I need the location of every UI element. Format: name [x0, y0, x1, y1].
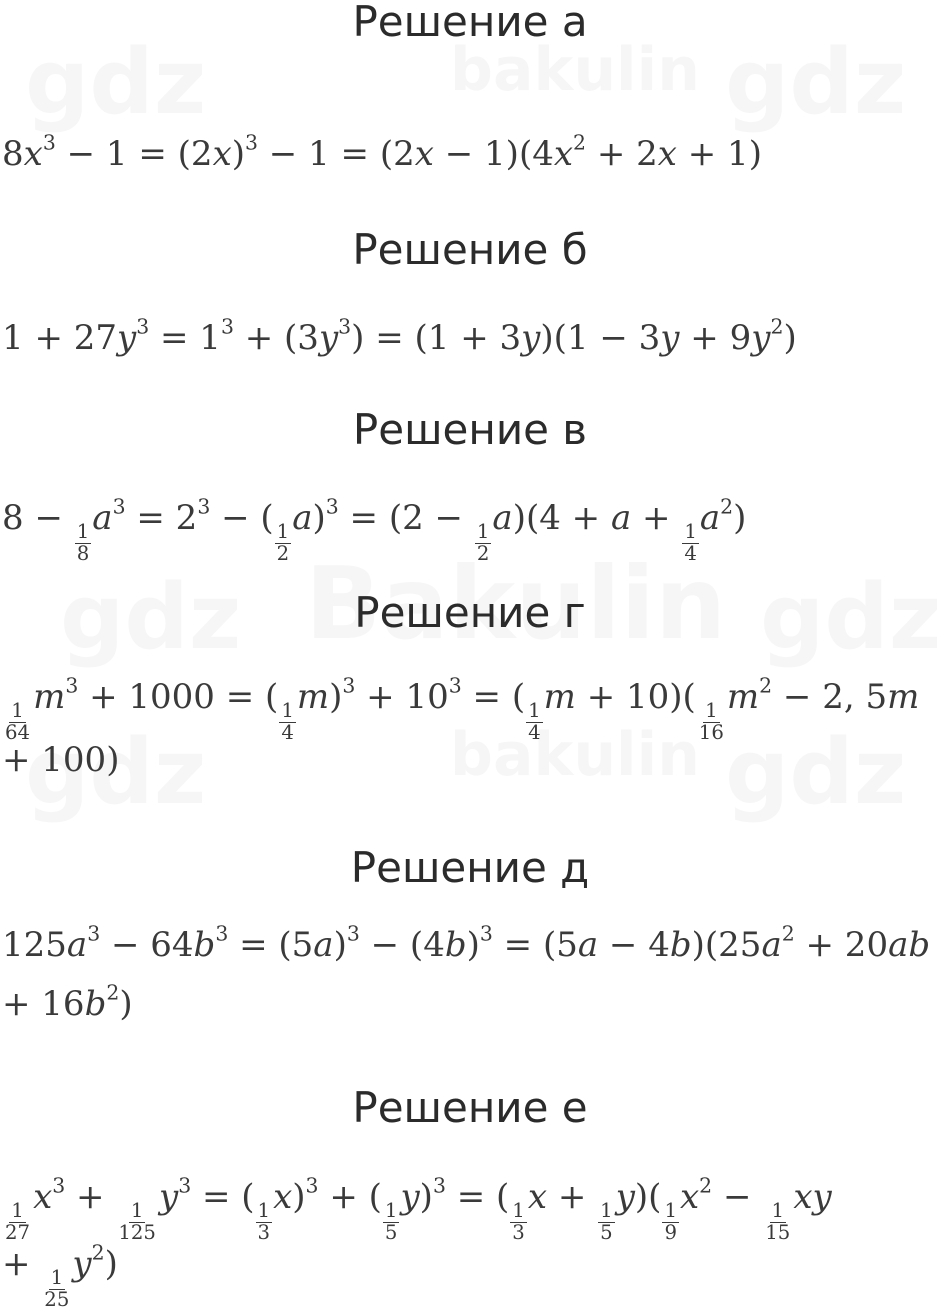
math-variable: m: [33, 677, 66, 717]
math-exponent: 2: [770, 314, 784, 339]
solution-heading-v: Решение в: [352, 405, 588, 454]
math-variable: xy: [793, 1177, 832, 1217]
math-exponent: 3: [215, 921, 229, 946]
solution-heading-a: Решение а: [352, 0, 588, 46]
math-variable: y: [521, 318, 541, 358]
math-variable: y: [615, 1177, 635, 1217]
math-exponent: 2: [91, 1240, 105, 1265]
equation-g-line-1: $\frac{1}{64}$ $m^3 + 1000$ = ( $\frac{1}{4}$ $m)^3 + 10^3$ = ( $\frac{1}{4}$ m + 10)( $\frac{1}{16}$ $m^2 - 2$, 5m: [5, 673, 920, 744]
math-variable: m: [887, 677, 920, 717]
math-variable: a: [92, 498, 113, 538]
math-variable: m: [296, 677, 330, 717]
math-fraction: $\frac{1}{4}$: [684, 519, 697, 565]
math-exponent: 3: [448, 673, 462, 698]
math-fraction: $\frac{1}{16}$: [698, 698, 724, 744]
math-variable: a: [610, 498, 632, 538]
math-fraction: $\frac{1}{9}$: [664, 1198, 677, 1244]
math-variable: a: [66, 925, 88, 965]
math-variable: a: [761, 925, 782, 965]
math-variable: x: [273, 1177, 293, 1217]
math-exponent: 3: [305, 1173, 319, 1198]
math-exponent: 2: [699, 1173, 713, 1198]
math-variable: x: [527, 1177, 548, 1217]
math-variable: x: [33, 1177, 53, 1217]
math-variable: a: [292, 498, 313, 538]
math-fraction: $\frac{1}{15}$: [765, 1198, 791, 1244]
math-fraction: $\frac{1}{25}$: [44, 1265, 70, 1311]
math-fraction: $\frac{1}{5}$: [600, 1198, 613, 1244]
math-fraction: $\frac{1}{4}$: [528, 698, 541, 744]
math-variable: b: [193, 925, 216, 965]
math-variable: y: [158, 1177, 179, 1217]
math-variable: y: [72, 1244, 92, 1284]
solution-heading-g: Решение г: [354, 588, 586, 637]
math-variable: y: [318, 318, 339, 358]
math-exponent: 3: [338, 314, 352, 339]
math-variable: b: [669, 925, 692, 965]
math-exponent: 3: [325, 494, 339, 519]
math-variable: x: [553, 134, 574, 174]
equation-e-line-1: $\frac{1}{27}$ $x^3$ + $\frac{1}{125}$ $y^3$ = ( $\frac{1}{3}$ x)$^3$ + ( $\frac{1}{5}$ y)$^3$ = ( $\frac{1}{3}$ x + $\frac{1}{5}$ y)( $\frac{1}{9}$ $x^2$ − $\frac{1}{15}$ xy: [5, 1173, 832, 1244]
math-variable: x: [414, 134, 434, 174]
math-exponent: 2: [573, 130, 587, 155]
math-variable: m: [726, 677, 760, 717]
math-fraction: $\frac{1}{2}$: [276, 519, 290, 565]
math-exponent: 2: [720, 494, 734, 519]
math-fraction: $\frac{1}{8}$: [76, 519, 90, 565]
math-exponent: 3: [197, 494, 211, 519]
math-fraction: $\frac{1}{5}$: [384, 1198, 398, 1244]
math-exponent: 3: [112, 494, 126, 519]
math-variable: a: [492, 498, 513, 538]
equation-e-line-2: + $\frac{1}{25}$ $y^2$): [2, 1240, 118, 1311]
math-exponent: 2: [759, 673, 773, 698]
math-exponent: 3: [65, 673, 79, 698]
math-exponent: 2: [781, 921, 795, 946]
math-variable: x: [657, 134, 677, 174]
math-variable: a: [577, 925, 599, 965]
math-variable: y: [660, 318, 680, 358]
math-variable: x: [23, 134, 43, 174]
math-exponent: 3: [346, 921, 360, 946]
math-variable: b: [444, 925, 467, 965]
math-exponent: 3: [87, 921, 101, 946]
math-variable: y: [751, 318, 771, 358]
math-exponent: 3: [52, 1173, 66, 1198]
math-fraction: $\frac{1}{27}$: [5, 1198, 31, 1244]
equation-v-line-1: 8 − $\frac{1}{8}$ $a^3 = 2^3$ − ( $\frac{1}{2}$ a)$^3$ = (2 − $\frac{1}{2}$ a)(4 + a + $\frac{1}{4}$ $a^2$): [2, 494, 747, 565]
math-variable: a: [313, 925, 334, 965]
equation-d-line-2: + $16b^2$): [2, 980, 133, 1024]
math-exponent: 2: [106, 980, 120, 1005]
math-fraction: $\frac{1}{3}$: [512, 1198, 525, 1244]
solution-heading-e: Решение е: [352, 1083, 588, 1132]
math-fraction: $\frac{1}{3}$: [257, 1198, 271, 1244]
math-variable: ab: [888, 925, 931, 965]
math-exponent: 3: [136, 314, 150, 339]
math-exponent: 3: [479, 921, 493, 946]
math-exponent: 3: [220, 314, 234, 339]
math-fraction: $\frac{1}{64}$: [5, 698, 31, 744]
equation-d-line-1: $125a^3 - 64b^3 = (5a)^3 - (4b)^3 = (5a - 4b)(25a^2 + 20ab$: [2, 921, 931, 965]
math-variable: y: [117, 318, 137, 358]
equation-g-line-2: + 100): [2, 740, 120, 780]
math-variable: x: [679, 1177, 700, 1217]
solution-heading-d: Решение д: [350, 843, 590, 892]
math-variable: x: [212, 134, 232, 174]
math-exponent: 3: [432, 1173, 446, 1198]
equation-a-line-1: $8x^3 - 1 = (2x)^3 - 1 = (2x - 1)(4x^2 + 2x + 1)$: [2, 130, 762, 174]
math-variable: a: [699, 498, 721, 538]
math-fraction: $\frac{1}{125}$: [118, 1198, 156, 1244]
math-exponent: 3: [342, 673, 356, 698]
math-variable: b: [84, 984, 107, 1024]
math-variable: y: [400, 1177, 420, 1217]
equation-b-line-1: $1 + 27y^3 = 1^3 + (3y^3) = (1 + 3y)(1 - 3y + 9y^2)$: [2, 314, 797, 358]
solution-heading-b: Решение б: [352, 225, 588, 274]
math-variable: m: [543, 677, 576, 717]
math-exponent: 3: [178, 1173, 192, 1198]
math-exponent: 3: [245, 130, 258, 155]
math-exponent: 3: [42, 130, 56, 155]
math-fraction: $\frac{1}{4}$: [281, 698, 294, 744]
math-fraction: $\frac{1}{2}$: [476, 519, 490, 565]
